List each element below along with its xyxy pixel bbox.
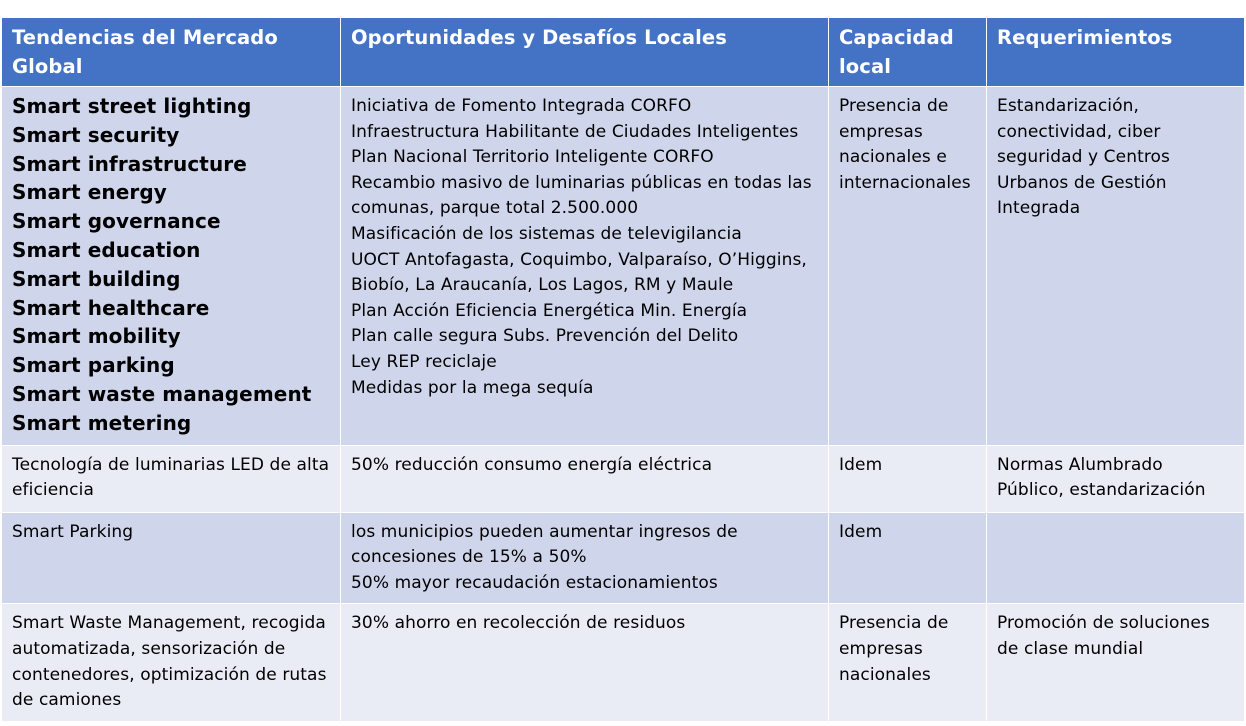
cell-trends: [2, 87, 341, 446]
requirement-line: de clase mundial: [997, 638, 1144, 659]
opportunity-line: 30% ahorro en recolección de residuos: [351, 613, 686, 634]
market-trends-table: [1, 17, 1245, 722]
cell-opportunities: [341, 445, 829, 512]
trend-line: eficiencia: [12, 480, 94, 501]
table-row: [2, 512, 1245, 604]
cell-opportunities: [341, 512, 829, 604]
opportunity-line: Biobío, La Araucanía, Los Lagos, RM y Maule: [351, 275, 734, 296]
requirement-line: Promoción de soluciones: [997, 613, 1210, 634]
requirement-line: Integrada: [997, 198, 1081, 219]
cell-trends: [2, 604, 341, 721]
table-row: [2, 445, 1245, 512]
cell-opportunities: [341, 604, 829, 721]
trend-item: Smart energy: [12, 180, 167, 205]
capacity-line: Presencia de: [839, 613, 949, 634]
requirement-line: Normas Alumbrado: [997, 454, 1163, 475]
capacity-line: Presencia de: [839, 96, 949, 116]
capacity-line: internacionales: [839, 172, 971, 193]
opportunity-line: Recambio masivo de luminarias públicas en todas las: [351, 172, 812, 193]
trend-item: Smart parking: [12, 353, 175, 378]
cell-requirements: [987, 604, 1245, 721]
trend-item: Smart healthcare: [12, 295, 210, 320]
cell-capacity: [829, 512, 987, 604]
opportunity-line: 50% reducción consumo energía eléctrica: [351, 454, 713, 475]
requirement-line: Público, estandarización: [997, 480, 1206, 501]
header-global-trends: Tendencias del Mercado Global: [2, 18, 341, 87]
opportunity-line: Ley REP reciclaje: [351, 351, 497, 372]
trend-line: automatizada, sensorización de: [12, 638, 286, 659]
requirement-line: Estandarización,: [997, 96, 1139, 116]
cell-requirements: [987, 87, 1245, 446]
cell-capacity: [829, 604, 987, 721]
cell-capacity: [829, 445, 987, 512]
trend-line: de camiones: [12, 690, 122, 711]
capacity-line: empresas: [839, 121, 923, 142]
table-header-row: [2, 18, 1245, 87]
opportunity-line: Masificación de los sistemas de televigilancia: [351, 223, 742, 244]
cell-opportunities: [341, 87, 829, 446]
opportunity-line: comunas, parque total 2.500.000: [351, 198, 639, 219]
trend-item: Smart building: [12, 266, 181, 291]
cell-requirements: [987, 445, 1245, 512]
cell-requirements: [987, 512, 1245, 604]
requirement-line: seguridad y Centros: [997, 147, 1171, 168]
requirement-line: conectividad, ciber: [997, 121, 1161, 142]
trend-item: Smart metering: [12, 410, 192, 435]
trend-line: Smart Parking: [12, 521, 134, 542]
capacity-line: Idem: [839, 521, 883, 542]
opportunity-line: Plan calle segura Subs. Prevención del Delito: [351, 326, 739, 347]
cell-trends: [2, 512, 341, 604]
table-row: [2, 604, 1245, 721]
capacity-line: empresas: [839, 638, 923, 659]
opportunity-line: concesiones de 15% a 50%: [351, 547, 587, 568]
header-requirements: Requerimientos: [987, 18, 1245, 87]
header-local-opportunities: Oportunidades y Desafíos Locales: [341, 18, 829, 87]
requirement-line: Urbanos de Gestión: [997, 172, 1167, 193]
trend-item: Smart mobility: [12, 324, 181, 349]
cell-capacity: [829, 87, 987, 446]
opportunity-line: UOCT Antofagasta, Coquimbo, Valparaíso, O’Higgins,: [351, 249, 807, 270]
trend-item: Smart security: [12, 122, 180, 147]
cell-trends: [2, 445, 341, 512]
opportunity-line: Medidas por la mega sequía: [351, 377, 594, 398]
capacity-line: nacionales e: [839, 147, 947, 168]
trend-line: contenedores, optimización de rutas: [12, 664, 327, 685]
opportunity-line: Infraestructura Habilitante de Ciudades Inteligentes: [351, 121, 799, 142]
trend-item: Smart street lighting: [12, 94, 252, 118]
capacity-line: nacionales: [839, 664, 931, 685]
header-local-capacity: Capacidad local: [829, 18, 987, 87]
trend-item: Smart governance: [12, 209, 221, 234]
capacity-line: Idem: [839, 454, 883, 475]
opportunity-line: Iniciativa de Fomento Integrada CORFO: [351, 96, 692, 116]
trend-item: Smart infrastructure: [12, 151, 247, 176]
trend-item: Smart education: [12, 237, 201, 262]
opportunity-line: Plan Acción Eficiencia Energética Min. Energía: [351, 300, 748, 321]
trend-item: Smart waste management: [12, 381, 312, 406]
opportunity-line: 50% mayor recaudación estacionamientos: [351, 572, 718, 593]
opportunity-line: los municipios pueden aumentar ingresos de: [351, 521, 738, 542]
trend-line: Smart Waste Management, recogida: [12, 613, 326, 634]
opportunity-line: Plan Nacional Territorio Inteligente CORFO: [351, 147, 714, 168]
table-row: [2, 87, 1245, 446]
trend-line: Tecnología de luminarias LED de alta: [12, 454, 330, 475]
